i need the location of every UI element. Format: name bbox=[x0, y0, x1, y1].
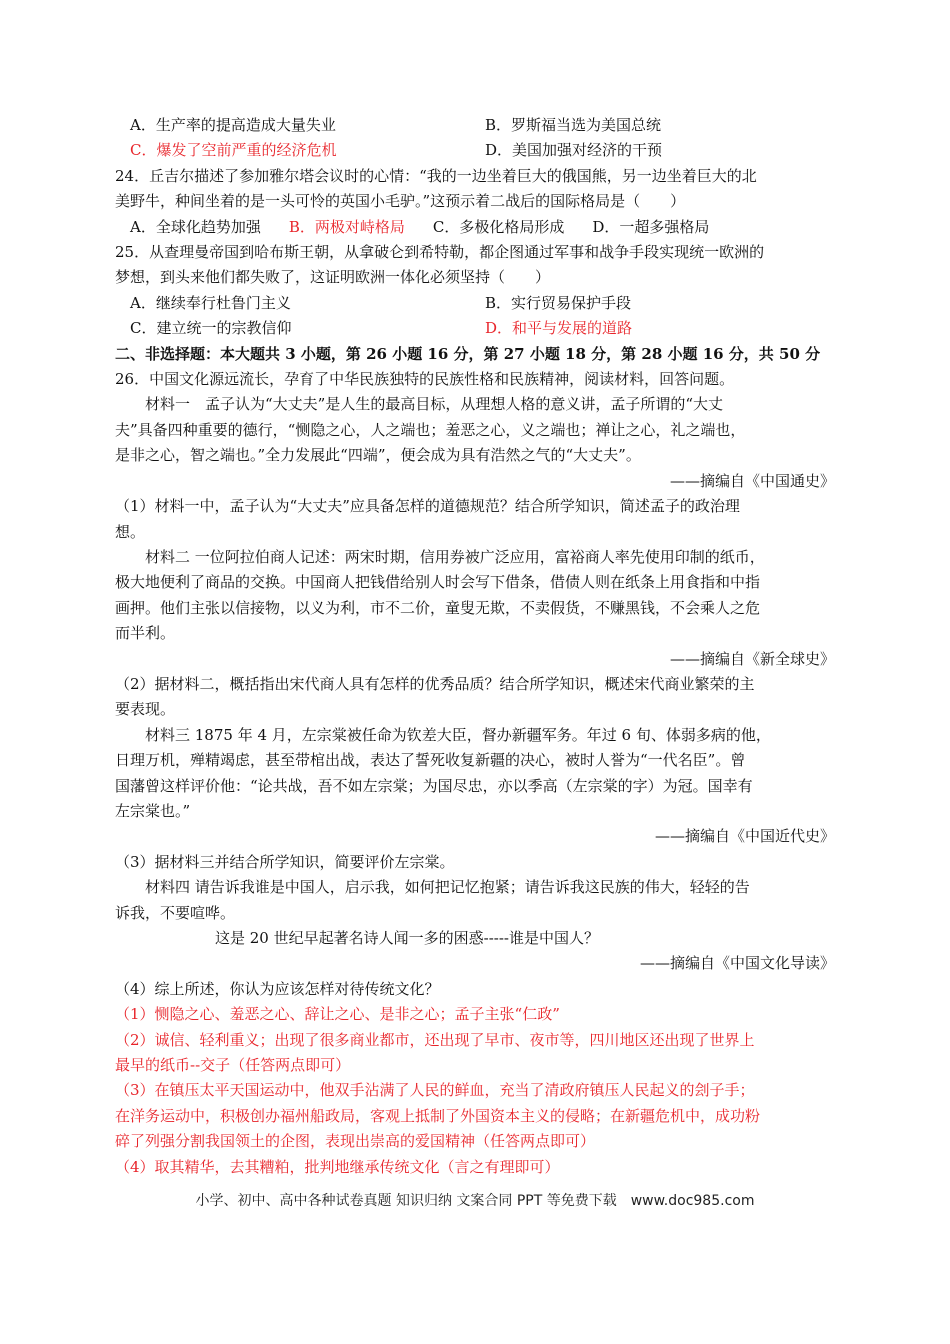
material-3-line-3: 国藩曾这样评价他：“论共战，吾不如左宗棠；为国尽忠，亦以季高（左宗棠的字）为冠。国幸有 bbox=[115, 776, 753, 795]
q25-stem-line-2: 梦想，到头来他们都失败了，这证明欧洲一体化必须坚持（ ） bbox=[115, 268, 551, 287]
q24-option-a: A．全球化趋势加强 bbox=[130, 217, 261, 236]
q25-option-d-answer: D．和平与发展的道路 bbox=[485, 319, 633, 338]
answer-3-line-1: （3）在镇压太平天国运动中，他双手沾满了人民的鲜血，充当了清政府镇压人民起义的刽子手； bbox=[115, 1081, 755, 1100]
answer-3-line-2: 在洋务运动中，积极创办福州船政局，客观上抵制了外国资本主义的侵略；在新疆危机中，成功粉 bbox=[115, 1106, 761, 1125]
material-4-line-2: 诉我，不要喧哗。 bbox=[115, 903, 236, 922]
material-4-quote: 这是 20 世纪早起著名诗人闻一多的困惑-----谁是中国人？ bbox=[215, 929, 599, 947]
q24-options bbox=[115, 215, 835, 240]
q25-option-c: C．建立统一的宗教信仰 bbox=[130, 319, 292, 338]
material-2-line-1: 材料二 一位阿拉伯商人记述：两宋时期，信用券被广泛应用，富裕商人率先使用印制的纸币， bbox=[145, 547, 765, 566]
q24-option-d: D．一超多强格局 bbox=[592, 217, 710, 236]
question-2-line-1: （2）据材料二，概括指出宋代商人具有怎样的优秀品质？结合所学知识，概述宋代商业繁荣的主 bbox=[115, 674, 755, 693]
q25-option-a: A．继续奉行杜鲁门主义 bbox=[130, 293, 291, 312]
material-2-source: ——摘编自《新全球史》 bbox=[669, 649, 835, 668]
question-3: （3）据材料三并结合所学知识，简要评价左宗棠。 bbox=[115, 852, 455, 871]
material-2-line-4: 而半利。 bbox=[115, 624, 176, 643]
material-1-source: ——摘编自《中国通史》 bbox=[669, 471, 835, 490]
material-3-source: ——摘编自《中国近代史》 bbox=[654, 827, 835, 846]
q23-option-d: D．美国加强对经济的干预 bbox=[485, 141, 663, 160]
q23-options-row-1 bbox=[115, 113, 835, 138]
section-2-title: 二、非选择题：本大题共 3 小题，第 26 小题 16 分，第 27 小题 18 分，第 28 小题 16 分，共 50 分 bbox=[115, 344, 821, 363]
answer-2-line-1: （2）诚信、轻利重义；出现了很多商业都市，还出现了早市、夜市等，四川地区还出现了世界上 bbox=[115, 1030, 755, 1049]
material-1-line-3: 是非之心，智之端也。”全力发展此“四端”，便会成为具有浩然之气的“大丈夫”。 bbox=[115, 446, 641, 465]
material-4-source: ——摘编自《中国文化导读》 bbox=[639, 954, 835, 973]
q24-option-c: C．多极化格局形成 bbox=[432, 217, 565, 236]
material-1-line-2: 夫”具备四种重要的德行，“恻隐之心，人之端也；羞恶之心，义之端也；禅让之心，礼之端也， bbox=[115, 420, 746, 439]
q26-stem: 26．中国文化源远流长，孕育了中华民族独特的民族性格和民族精神，阅读材料，回答问题。 bbox=[115, 370, 735, 389]
material-2-line-2: 极大地便利了商品的交换。中国商人把钱借给别人时会写下借条，借债人则在纸条上用食指和中指 bbox=[115, 573, 761, 592]
q25-option-b: B．实行贸易保护手段 bbox=[485, 293, 632, 312]
footer-watermark: 小学、初中、高中各种试卷真题 知识归纳 文案合同 PPT 等免费下载 www.doc985.com bbox=[195, 1193, 755, 1209]
answer-1: （1）恻隐之心、羞恶之心、辞让之心、是非之心；孟子主张“仁政” bbox=[115, 1005, 560, 1024]
q24-stem-line-1: 24．丘吉尔描述了参加雅尔塔会议时的心情：“我的一边坐着巨大的俄国熊，另一边坐着巨大的北 bbox=[115, 166, 757, 185]
q25-stem-line-1: 25．从查理曼帝国到哈布斯王朝，从拿破仑到希特勒，都企图通过军事和战争手段实现统一欧洲的 bbox=[115, 243, 765, 262]
material-1-line-1: 材料一 孟子认为“大丈夫”是人生的最高目标，从理想人格的意义讲，孟子所谓的“大丈 bbox=[145, 395, 724, 414]
answer-4: （4）取其精华，去其糟粕，批判地继承传统文化（言之有理即可） bbox=[115, 1157, 560, 1176]
material-3-line-4: 左宗棠也。” bbox=[115, 801, 191, 820]
question-4: （4）综上所述，你认为应该怎样对待传统文化？ bbox=[115, 979, 440, 998]
answer-2-line-2: 最早的纸币--交子（任答两点即可） bbox=[115, 1056, 351, 1075]
question-2-line-2: 要表现。 bbox=[115, 700, 176, 719]
material-3-line-2: 日理万机，殚精竭虑，甚至带棺出战，表达了誓死收复新疆的决心，被时人誉为“一代名臣”。曾 bbox=[115, 751, 746, 770]
material-3-line-1: 材料三 1875 年 4 月，左宗棠被任命为钦差大臣，督办新疆军务。年过 6 旬、体弱多病的他， bbox=[145, 725, 771, 744]
material-4-line-1: 材料四 请告诉我谁是中国人，启示我，如何把记忆抱紧；请告诉我这民族的伟大，轻轻的告 bbox=[145, 878, 750, 897]
q23-option-c-answer: C．爆发了空前严重的经济危机 bbox=[130, 141, 337, 160]
q23-option-a: A．生产率的提高造成大量失业 bbox=[130, 116, 336, 134]
question-1-line-1: （1）材料一中，孟子认为“大丈夫”应具备怎样的道德规范？结合所学知识，简述孟子的政治理 bbox=[115, 497, 740, 516]
q24-stem-line-2: 美野牛，种间坐着的是一头可怜的英国小毛驴。”这预示着二战后的国际格局是（ ） bbox=[115, 192, 686, 211]
question-1-line-2: 想。 bbox=[115, 522, 146, 541]
q23-options-row-2 bbox=[115, 138, 835, 163]
exam-page bbox=[115, 113, 835, 1180]
material-2-line-3: 画押。他们主张以信接物，以义为利，市不二价，童叟无欺，不卖假货，不赚黑钱，不会乘人之危 bbox=[115, 598, 761, 617]
q23-option-b: B．罗斯福当选为美国总统 bbox=[485, 116, 662, 134]
q24-option-b-answer: B．两极对峙格局 bbox=[288, 217, 405, 236]
answer-3-line-3: 碎了列强分割我国领土的企图，表现出崇高的爱国精神（任答两点即可） bbox=[115, 1132, 596, 1151]
q25-options-row-1 bbox=[115, 291, 835, 316]
q25-options-row-2 bbox=[115, 316, 835, 341]
